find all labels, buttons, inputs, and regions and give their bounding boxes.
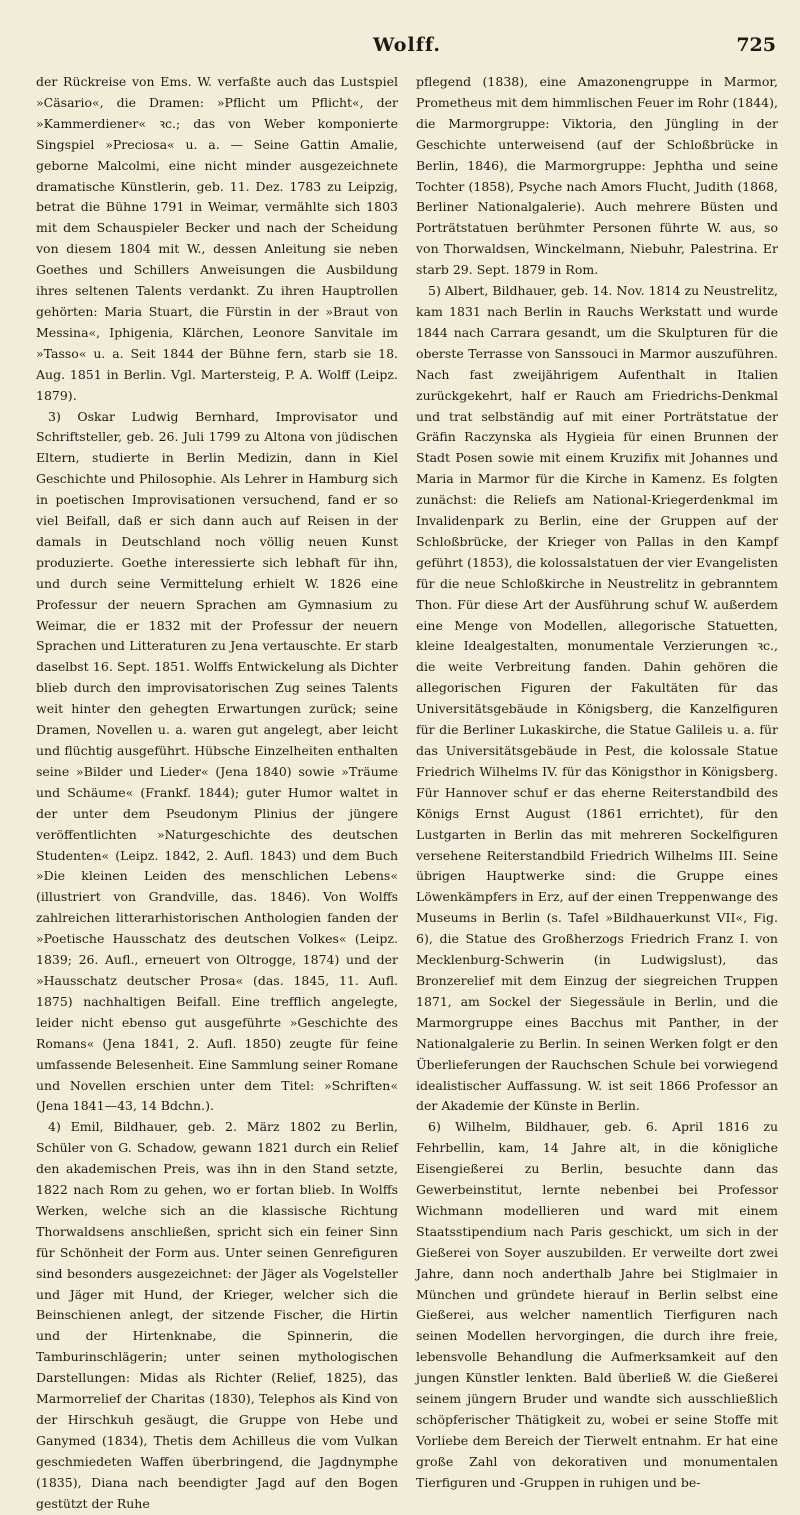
text-columns bbox=[36, 72, 778, 1515]
entry-albert: 5) Albert, Bildhauer, geb. 14. Nov. 1814 zu Neustrelitz, kam 1831 nach Berlin in Rauchs Werkstatt und wurde 1844 nach Carrara gesandt, um die Skulpturen für die oberste Terrasse von Sanssouci in Marmor auszuführen. Nach fast zweijährigem Aufenthalt in Italien zurückgekehrt, half er Rauch am Friedrichs-Denkmal und trat selbständig auf mit einer Porträtstatue der Gräfin Raczynska als Hygieia für einen Brunnen der Stadt Posen sowie mit einem Kruzifix mit Johannes und Maria in Marmor für die Kirche in Kamenz. Es folgten zunächst: die Reliefs am National-Kriegerdenkmal im Invalidenpark zu Berlin, eine der Gruppen auf der Schloßbrücke, der Krieger von Pallas in den Kampf geführt (1853), die kolossalstatuen der vier Evangelisten für die neue Schloßkirche in Neustrelitz in gebranntem Thon. Für diese Art der Ausführung schuf W. außerdem eine Menge von Modellen, allegorische Statuetten, kleine Idealgestalten, monumentale Verzierungen ꝛc., die weite Verbreitung fanden. Dahin gehören die allegorischen Figuren der Fakultäten für das Universitätsgebäude in Königsberg, die Kanzelfiguren für die Berliner Lukaskirche, die Statue Galileis u. a. für das Universitätsgebäude in Pest, die kolossale Statue Friedrich Wilhelms IV. für das Königsthor in Königsberg. Für Hannover schuf er das eherne Reiterstandbild des Königs Ernst August (1861 errichtet), für den Lustgarten in Berlin das mit mehreren Sockelfiguren versehene Reiterstandbild Friedrich Wilhelms III. Seine übrigen Hauptwerke sind: die Gruppe eines Löwenkämpfers in Erz, auf der einen Treppenwange des Museums in Berlin (s. Tafel »Bildhauerkunst VII«, Fig. 6), die Statue des Großherzogs Friedrich Franz I. von Mecklenburg-Schwerin (in Ludwigslust), das Bronzerelief mit dem Einzug der siegreichen Truppen 1871, am Sockel der Siegessäule in Berlin, und die Marmorgruppe eines Bacchus mit Panther, in der Nationalgalerie zu Berlin. In seinen Werken folgt er den Überlieferungen der Rauchschen Schule bei vorwiegend idealistischer Auffassung. W. ist seit 1866 Professor an der Akademie der Künste in Berlin. bbox=[416, 283, 778, 1114]
right-column bbox=[416, 72, 778, 1515]
page-header bbox=[36, 30, 778, 64]
entry-oskar-ludwig-bernhard: 3) Oskar Ludwig Bernhard, Improvisator und Schriftsteller, geb. 26. Juli 1799 zu Altona von jüdischen Eltern, studierte in Berlin Medizin, dann in Kiel Geschichte und Philosophie. Als Lehrer in Hamburg sich in poetischen Improvisationen versuchend, fand er so viel Beifall, daß er sich dann auch auf Reisen in der damals in Deutschland noch völlig neuen Kunst produzierte. Goethe interessierte sich lebhaft für ihn, und durch seine Vermittelung erhielt W. 1826 eine Professur der neuern Sprachen am Gymnasium zu Weimar, die er 1832 mit der Professur der neuern Sprachen und Litteraturen zu Jena vertauschte. Er starb daselbst 16. Sept. 1851. Wolffs Entwickelung als Dichter blieb durch den improvisatorischen Zug seines Talents weit hinter den gehegten Erwartungen zurück; seine Dramen, Novellen u. a. waren gut angelegt, aber leicht und flüchtig ausgeführt. Hübsche Einzelheiten enthalten seine »Bilder und Lieder« (Jena 1840) sowie »Träume und Schäume« (Frankf. 1844); guter Humor waltet in der unter dem Pseudonym Plinius der jüngere veröffentlichten »Naturgeschichte des deutschen Studenten« (Leipz. 1842, 2. Aufl. 1843) und dem Buch »Die kleinen Leiden des menschlichen Lebens« (illustriert von Grandville, das. 1846). Von Wolffs zahlreichen litterarhistorischen Anthologien fanden der »Poetische Hausschatz des deutschen Volkes« (Leipz. 1839; 26. Aufl., erneuert von Oltrogge, 1874) und der »Hausschatz deutscher Prosa« (das. 1845, 11. Aufl. 1875) nachhaltigen Beifall. Eine trefflich angelegte, leider nicht ebenso gut ausgeführte »Geschichte des Romans« (Jena 1841, 2. Aufl. 1850) zeugte für feine umfassende Belesenheit. Eine Sammlung seiner Romane und Novellen erschien unter dem Titel: »Schriften« (Jena 1841—43, 14 Bdchn.). bbox=[36, 408, 398, 1114]
paragraph-continuation: der Rückreise von Ems. W. verfaßte auch das Lustspiel »Cäsario«, die Dramen: »Pflicht um Pflicht«, der »Kammerdiener« ꝛc.; das von Weber komponierte Singspiel »Preciosa« u. a. — Seine Gattin Amalie, geborne Malcolmi, eine nicht minder ausgezeichnete dramatische Künstlerin, geb. 11. Dez. 1783 zu Leipzig, betrat die Bühne 1791 in Weimar, vermählte sich 1803 mit dem Schauspieler Becker und nach der Scheidung von diesem 1804 mit W., dessen Anleitung sie neben Goethes und Schillers Anweisungen die Ausbildung ihres seltenen Talents verdankt. Zu ihren Hauptrollen gehörten: Maria Stuart, die Fürstin in der »Braut von Messina«, Iphigenia, Klärchen, Leonore Sanvitale im »Tasso« u. a. Seit 1844 der Bühne fern, starb sie 18. Aug. 1851 in Berlin. Vgl. Martersteig, P. A. Wolff (Leipz. 1879). bbox=[36, 74, 398, 403]
entry-emil: 4) Emil, Bildhauer, geb. 2. März 1802 zu Berlin, Schüler von G. Schadow, gewann 1821 durch ein Relief den akademischen Preis, was ihn in den Stand setzte, 1822 nach Rom zu gehen, wo er fortan blieb. In Wolffs Werken, welche sich an die klassische Richtung Thorwaldsens anschließen, spricht sich ein feiner Sinn für Schönheit der Form aus. Unter seinen Genrefiguren sind besonders ausgezeichnet: der Jäger als Vogelsteller und Jäger mit Hund, der Krieger, welcher sich die Beinschienen anlegt, der sitzende Fischer, die Hirtin und der Hirtenknabe, die Spinnerin, die Tamburinschlägerin; unter seinen mythologischen Darstellungen: Midas als Richter (Relief, 1825), das Marmorrelief der Charitas (1830), Telephos als Kind von der Hirschkuh gesäugt, die Gruppe von Hebe und Ganymed (1834), Thetis dem Achilleus die vom Vulkan geschmiedeten Waffen überbringend, die Jagdnymphe (1835), Diana nach beendigter Jagd auf den Bogen gestützt der Ruhe bbox=[36, 1119, 398, 1511]
entry-wilhelm: 6) Wilhelm, Bildhauer, geb. 6. April 1816 zu Fehrbellin, kam, 14 Jahre alt, in die königliche Eisengießerei zu Berlin, besuchte dann das Gewerbeinstitut, lernte nebenbei bei Professor Wichmann modellieren und ward mit einem Staatsstipendium nach Paris geschickt, um sich in der Gießerei von Soyer auszubilden. Er verweilte dort zwei Jahre, dann noch anderthalb Jahre bei Stiglmaier in München und gründete hierauf in Berlin selbst eine Gießerei, aus welcher namentlich Tierfiguren nach seinen Modellen hervorgingen, die durch ihre freie, lebensvolle Behandlung die Aufmerksamkeit auf den jungen Künstler lenkten. Bald überließ W. die Gießerei seinem jüngern Bruder und wandte sich ausschließlich schöpferischer Thätigkeit zu, wobei er seine Stoffe mit Vorliebe dem Bereich der Tierwelt entnahm. Er hat eine große Zahl von dekorativen und monumentalen Tierfiguren und -Gruppen in ruhigen und be- bbox=[416, 1119, 778, 1490]
running-head-title: Wolff. bbox=[373, 34, 441, 56]
paragraph-continuation-right: pflegend (1838), eine Amazonengruppe in Marmor, Prometheus mit dem himmlischen Feuer im Rohr (1844), die Marmorgruppe: Viktoria, den Jüngling in der Geschichte unterweisend (auf der Schloßbrücke in Berlin, 1846), die Marmorgruppe: Jephtha und seine Tochter (1858), Psyche nach Amors Flucht, Judith (1868, Berliner Nationalgalerie). Auch mehrere Büsten und Porträtstatuen berühmter Personen führte W. aus, so von Thorwaldsen, Winckelmann, Niebuhr, Palestrina. Er starb 29. Sept. 1879 in Rom. bbox=[416, 74, 778, 278]
page-number: 725 bbox=[736, 34, 776, 56]
left-column bbox=[36, 72, 398, 1515]
